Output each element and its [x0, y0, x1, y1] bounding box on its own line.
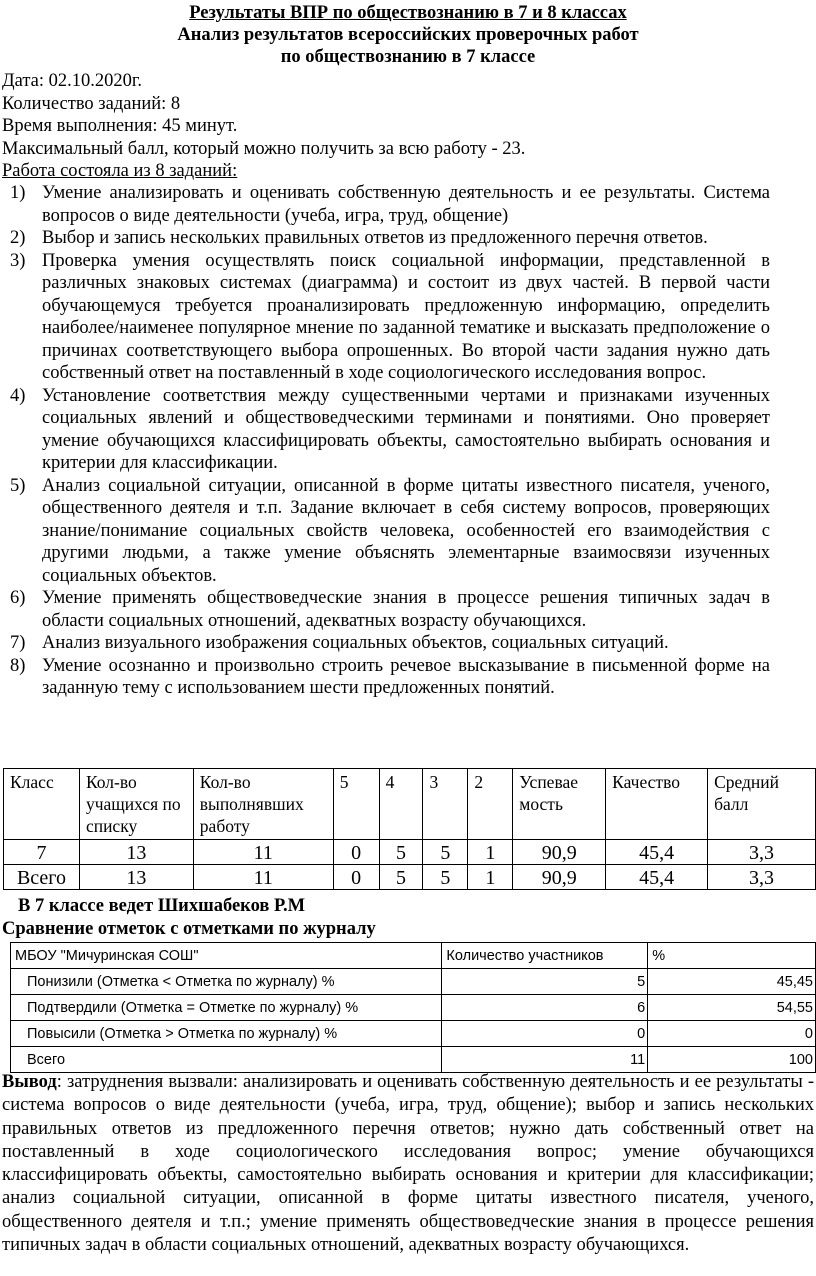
document-subtitle-2: по обществознанию в 7 классе — [280, 47, 536, 67]
table-cell: Всего — [11, 1047, 442, 1073]
table-cell: 100 — [648, 1047, 816, 1073]
table-cell: 0 — [333, 840, 379, 865]
list-intro-line: Работа состояла из 8 заданий: — [2, 161, 238, 181]
table-cell: 7 — [4, 840, 80, 865]
header-cell: 4 — [379, 769, 423, 840]
table-cell: 13 — [79, 865, 193, 890]
task-item: 6) Умение применять обществоведческие знания в процессе решения типичных задач в области социальных отношений, адекватных возрасту обучающихся. — [10, 588, 770, 631]
date-line: Дата: 02.10.2020г. — [2, 71, 143, 91]
table-cell: 45,4 — [606, 840, 708, 865]
task-item: 1) Умение анализировать и оценивать собственную деятельность и ее результаты. Система вопросов о виде деятельности (учеба, игра, труд, общение) — [10, 183, 770, 226]
header-cell: Кол-во учащихся по списку — [79, 769, 193, 840]
table-cell: 5 — [379, 865, 423, 890]
comparison-table — [10, 942, 816, 1073]
table-cell: 11 — [193, 840, 333, 865]
table-cell: 13 — [79, 840, 193, 865]
table-cell: 90,9 — [513, 840, 606, 865]
table-cell: 90,9 — [513, 865, 606, 890]
comparison-header-row — [11, 943, 816, 969]
header-cell: Класс — [4, 769, 80, 840]
header-cell: Кол-во выполнявших работу — [193, 769, 333, 840]
meta-block — [0, 70, 816, 183]
table-cell: Повысили (Отметка > Отметка по журналу) % — [11, 1021, 442, 1047]
table-row — [4, 840, 816, 865]
table-cell: Всего — [4, 865, 80, 890]
table-cell: 5 — [423, 840, 468, 865]
results-header-row — [4, 769, 816, 840]
table-cell: 1 — [468, 840, 513, 865]
table-cell: 5 — [379, 840, 423, 865]
results-table — [3, 768, 816, 890]
conclusion-text: : затруднения вызвали: анализировать и оценивать собственную деятельность и ее результаты - система вопросов о виде деятельности (учеба, игра, труд, общение); выбор и запись нескольких правильных ответов из предложенного перечня ответов; нужно дать собственный ответ на поставленный в ходе социологического исследования вопрос; умение обучающихся классифицировать объекты, самостоятельно выбирать основания и критерии для классификации; анализ социальной ситуации, описанной в форме цитаты известного писателя, ученого, общественного деятеля и т.п.; умение применять обществоведческие знания в процессе решения типичных задач в области социальных отношений, адекватных возрасту обучающихся. — [2, 1072, 814, 1256]
header-cell: Качество — [606, 769, 708, 840]
conclusion-paragraph — [2, 1071, 814, 1257]
document-title: Результаты ВПР по обществознанию в 7 и 8 классах — [189, 3, 627, 23]
document-header — [0, 2, 816, 68]
table-cell: 0 — [442, 1021, 648, 1047]
max-score-line: Максимальный балл, который можно получить за всю работу - 23. — [2, 138, 526, 159]
table-cell: 6 — [442, 995, 648, 1021]
table-cell: 11 — [442, 1047, 648, 1073]
tasks-count-line: Количество заданий: 8 — [2, 93, 181, 114]
table-cell: 0 — [333, 865, 379, 890]
task-item: 2) Выбор и запись нескольких правильных ответов из предложенного перечня ответов. — [10, 228, 708, 248]
comparison-title: Сравнение отметок с отметками по журналу — [2, 919, 376, 939]
table-row — [4, 865, 816, 890]
table-cell: Подтвердили (Отметка = Отметке по журналу) % — [11, 995, 442, 1021]
header-cell: Средний балл — [708, 769, 816, 840]
header-cell: 5 — [333, 769, 379, 840]
table-cell: 1 — [468, 865, 513, 890]
table-row — [11, 969, 816, 995]
task-item: 7) Анализ визуального изображения социальных объектов, социальных ситуаций. — [10, 633, 669, 653]
task-list — [0, 182, 816, 700]
task-item: 5) Анализ социальной ситуации, описанной в форме цитаты известного писателя, ученого, общественного деятеля и т.п. Задание включает в себя систему вопросов, проверяющих знание/понимание социальных свойств человека, особенностей его взаимодействия с другими людьми, а также умение объяснять элементарные взаимосвязи изученных социальных объектов. — [10, 475, 770, 586]
header-cell: % — [648, 943, 816, 969]
table-cell: Понизили (Отметка < Отметка по журналу) % — [11, 969, 442, 995]
document-subtitle: Анализ результатов всероссийских проверочных работ — [177, 25, 639, 45]
duration-line: Время выполнения: 45 минут. — [2, 116, 238, 136]
header-cell: 3 — [423, 769, 468, 840]
header-cell: МБОУ "Мичуринская СОШ" — [11, 943, 442, 969]
table-cell: 0 — [648, 1021, 816, 1047]
header-cell: 2 — [468, 769, 513, 840]
table-cell: 45,4 — [606, 865, 708, 890]
table-row — [11, 1047, 816, 1073]
table-cell: 11 — [193, 865, 333, 890]
table-cell: 45,45 — [648, 969, 816, 995]
table-row — [11, 995, 816, 1021]
table-row — [11, 1021, 816, 1047]
task-item: 3) Проверка умения осуществлять поиск социальной информации, представленной в различных знаковых системах (диаграмма) и состоит из двух частей. В первой части обучающемуся требуется проанализировать предложенную информацию, определить наиболее/наименее популярное мнение по заданной тематике и высказать предположение о причинах соответствующего выбора опрошенных. Во второй части задания нужно дать собственный ответ на поставленный в ходе социологического исследования вопрос. — [10, 250, 770, 383]
table-cell: 5 — [423, 865, 468, 890]
header-cell: Успевае мость — [513, 769, 606, 840]
teacher-note: В 7 классе ведет Шихшабеков Р.М — [18, 896, 306, 916]
table-cell: 3,3 — [708, 840, 816, 865]
table-cell: 5 — [442, 969, 648, 995]
task-item: 4) Установление соответствия между существенными чертами и признаками изученных социальных явлений и обществоведческими терминами и понятиями. Оно проверяет умение обучающихся классифицировать объекты, самостоятельно выбирать основания и критерии для классификации. — [10, 385, 770, 473]
conclusion-label: Вывод — [2, 1072, 57, 1092]
table-cell: 3,3 — [708, 865, 816, 890]
table-cell: 54,55 — [648, 995, 816, 1021]
header-cell: Количество участников — [442, 943, 648, 969]
task-item: 8) Умение осознанно и произвольно строить речевое высказывание в письменной форме на заданную тему с использованием шести предложенных понятий. — [10, 655, 770, 698]
